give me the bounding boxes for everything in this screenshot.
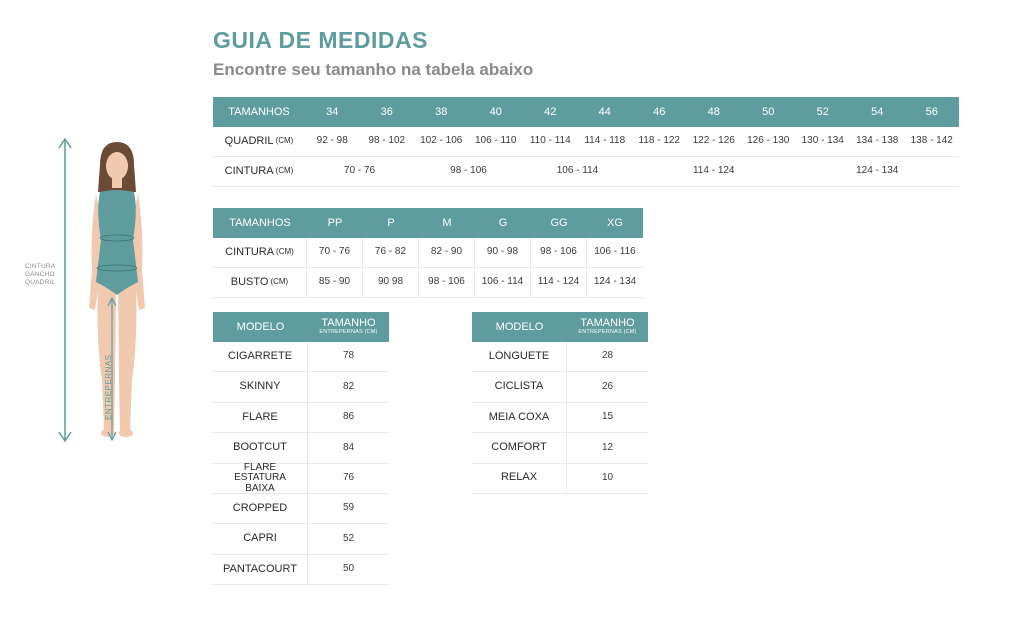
table-cell: 102 - 106 (414, 127, 469, 157)
model-size-cell: 82 (308, 372, 389, 402)
model-size-cell: 84 (308, 433, 389, 463)
table-cell: 124 - 134 (796, 157, 960, 187)
table-cell: 85 - 90 (307, 268, 363, 298)
body-measurement-figure (20, 130, 200, 460)
model-name-cell: CICLISTA (472, 372, 567, 402)
table-cell: 98 - 106 (419, 268, 475, 298)
table-header-tamanhos: TAMANHOS (213, 208, 307, 238)
table-header-modelo: MODELO (472, 312, 567, 342)
size-header: 54 (850, 97, 905, 127)
model-name-cell: MEIA COXA (472, 403, 567, 433)
size-header: 56 (905, 97, 960, 127)
table-cell: 76 - 82 (363, 238, 419, 268)
table-cell: 130 - 134 (796, 127, 851, 157)
size-header: G (475, 208, 531, 238)
figure-label-gancho: GANCHO (25, 270, 55, 278)
size-header: 52 (796, 97, 851, 127)
model-name-cell: FLARE ESTATURA BAIXA (213, 464, 308, 494)
model-size-cell: 28 (567, 342, 648, 372)
table-cell: 114 - 124 (632, 157, 796, 187)
size-header: P (363, 208, 419, 238)
model-name-cell: COMFORT (472, 433, 567, 463)
table-cell: 114 - 124 (531, 268, 587, 298)
model-name-cell: FLARE (213, 403, 308, 433)
table-cell: 98 - 106 (531, 238, 587, 268)
table-cell: 98 - 102 (360, 127, 415, 157)
model-name-cell: LONGUETE (472, 342, 567, 372)
table-cell: 90 - 98 (475, 238, 531, 268)
table-header-modelo: MODELO (213, 312, 308, 342)
model-name-cell: PANTACOURT (213, 555, 308, 585)
size-header: XG (587, 208, 643, 238)
size-header: 46 (632, 97, 687, 127)
table-header-tamanhos: TAMANHOS (213, 97, 305, 127)
row-label-cintura: CINTURA (CM) (213, 238, 307, 268)
model-name-cell: CIGARRETE (213, 342, 308, 372)
size-header: 38 (414, 97, 469, 127)
model-size-cell: 50 (308, 555, 389, 585)
size-header: 36 (360, 97, 415, 127)
table-cell: 82 - 90 (419, 238, 475, 268)
table-cell: 106 - 110 (469, 127, 524, 157)
model-name-cell: RELAX (472, 464, 567, 494)
size-header: 44 (578, 97, 633, 127)
row-label-quadril: QUADRIL (CM) (213, 127, 305, 157)
model-name-cell: BOOTCUT (213, 433, 308, 463)
table-cell: 70 - 76 (305, 157, 414, 187)
model-size-cell: 59 (308, 494, 389, 524)
size-header: 48 (687, 97, 742, 127)
model-size-cell: 78 (308, 342, 389, 372)
model-size-cell: 76 (308, 464, 389, 494)
model-inseam-table-left (213, 312, 389, 585)
table-cell: 98 - 106 (414, 157, 523, 187)
table-cell: 106 - 116 (587, 238, 643, 268)
model-size-cell: 15 (567, 403, 648, 433)
table-cell: 90 98 (363, 268, 419, 298)
table-cell: 122 - 126 (687, 127, 742, 157)
row-label-busto: BUSTO (CM) (213, 268, 307, 298)
model-name-cell: CROPPED (213, 494, 308, 524)
table-cell: 106 - 114 (475, 268, 531, 298)
figure-label-quadril: QUADRIL (25, 278, 56, 286)
figure-label-entrepernas: ENTREPERNAS (104, 354, 113, 420)
model-size-cell: 52 (308, 524, 389, 554)
table-header-tamanho: TAMANHO ENTREPERNAS (CM) (567, 312, 648, 342)
model-inseam-table-right (472, 312, 648, 494)
table-cell: 114 - 118 (578, 127, 633, 157)
model-size-cell: 86 (308, 403, 389, 433)
table-cell: 118 - 122 (632, 127, 687, 157)
letter-size-table (213, 208, 643, 298)
table-cell: 106 - 114 (523, 157, 632, 187)
table-header-tamanho: TAMANHO ENTREPERNAS (CM) (308, 312, 389, 342)
model-size-cell: 26 (567, 372, 648, 402)
table-cell: 124 - 134 (587, 268, 643, 298)
size-header: 50 (741, 97, 796, 127)
model-size-cell: 10 (567, 464, 648, 494)
figure-label-cintura: CINTURA (25, 263, 56, 270)
size-header: M (419, 208, 475, 238)
table-cell: 92 - 98 (305, 127, 360, 157)
size-header: PP (307, 208, 363, 238)
model-size-cell: 12 (567, 433, 648, 463)
model-name-cell: SKINNY (213, 372, 308, 402)
row-label-cintura: CINTURA (CM) (213, 157, 305, 187)
table-cell: 126 - 130 (741, 127, 796, 157)
table-cell: 70 - 76 (307, 238, 363, 268)
size-header: 34 (305, 97, 360, 127)
model-name-cell: CAPRI (213, 524, 308, 554)
table-cell: 134 - 138 (850, 127, 905, 157)
table-cell: 110 - 114 (523, 127, 578, 157)
size-header: 42 (523, 97, 578, 127)
numeric-size-table (213, 97, 959, 187)
size-header: GG (531, 208, 587, 238)
table-cell: 138 - 142 (905, 127, 960, 157)
size-header: 40 (469, 97, 524, 127)
page-title: GUIA DE MEDIDAS (213, 27, 428, 53)
page-subtitle: Encontre seu tamanho na tabela abaixo (213, 60, 534, 79)
